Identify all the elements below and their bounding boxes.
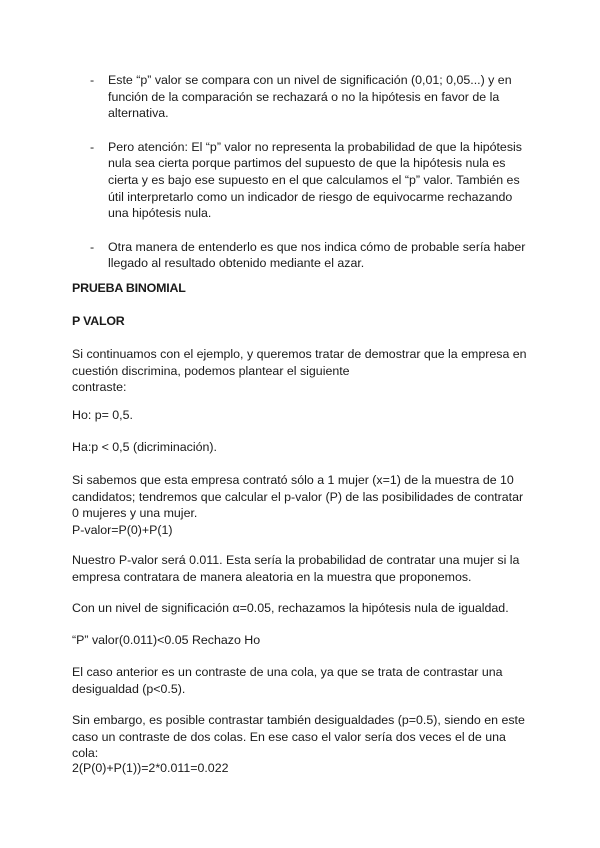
paragraph-caso: El caso anterior es un contraste de una cola, ya que se trata de contrastar una desigualdad (p<0.5). xyxy=(72,665,503,696)
bullet-text: Pero atención: El “p” valor no representa la probabilidad de que la hipótesis nula sea cierta porque partimos del supuesto de que la hipótesis nula es cierta y es bajo ese supuesto en el que calculamos el “p” valor. También es útil interpretarlo como un indicador de riesgo de equivocarme rechazando una hipótesis nula. xyxy=(108,139,522,221)
paragraph-rechazo: “P” valor(0.011)<0.05 Rechazo Ho xyxy=(72,633,261,647)
bullet-dash: - xyxy=(90,139,95,154)
bullet-text: Otra manera de entenderlo es que nos indica cómo de probable sería haber llegado al resultado obtenido mediante el azar. xyxy=(108,239,526,271)
bullet-dash: - xyxy=(90,239,95,254)
bullet-text: Este “p” valor se compara con un nivel de significación (0,01; 0,05...) y en función de la comparación se rechazará o no la hipótesis en favor de la alternativa. xyxy=(108,73,512,121)
formula-p-valor: P-valor=P(0)+P(1) xyxy=(72,522,173,537)
bullet-list xyxy=(90,72,530,289)
paragraph-intro xyxy=(72,346,532,396)
paragraph-sabemos-text: Si sabemos que esta empresa contrató sólo a 1 mujer (x=1) de la muestra de 10 candidatos; tendremos que calcular el p-valor (P) de las posibilidades de contratar 0 mujeres y una mujer. xyxy=(72,473,524,521)
bullet-item xyxy=(90,72,530,122)
hypothesis-null: Ho: p= 0,5. xyxy=(72,408,133,422)
paragraph-intro-text: Si continuamos con el ejemplo, y queremos tratar de demostrar que la empresa en cuestión discrimina, podemos plantear el siguiente xyxy=(72,347,527,378)
bullet-item xyxy=(90,239,530,272)
paragraph-intro-contraste: contraste: xyxy=(72,380,127,395)
paragraph-nivel: Con un nivel de significación α=0.05, rechazamos la hipótesis nula de igualdad. xyxy=(72,601,509,615)
paragraph-nuestro: Nuestro P-valor será 0.011. Esta sería la probabilidad de contratar una mujer si la empresa contratara de manera aleatoria en la muestra que proponemos. xyxy=(72,553,520,584)
heading-prueba-binomial: PRUEBA BINOMIAL xyxy=(72,281,186,295)
bullet-dash: - xyxy=(90,73,95,87)
paragraph-sin-embargo: Sin embargo, es posible contrastar también desigualdades (p=0.5), siendo en este caso un contraste de dos colas. En ese caso el valor sería dos veces el de una cola: xyxy=(72,713,525,761)
bullet-item xyxy=(90,139,530,222)
heading-p-valor: P VALOR xyxy=(72,314,125,328)
paragraph-sabemos xyxy=(72,472,532,538)
hypothesis-alternative: Ha:p < 0,5 (dicriminación). xyxy=(72,440,217,454)
formula-dos-colas: 2(P(0)+P(1))=2*0.011=0.022 xyxy=(72,761,229,775)
